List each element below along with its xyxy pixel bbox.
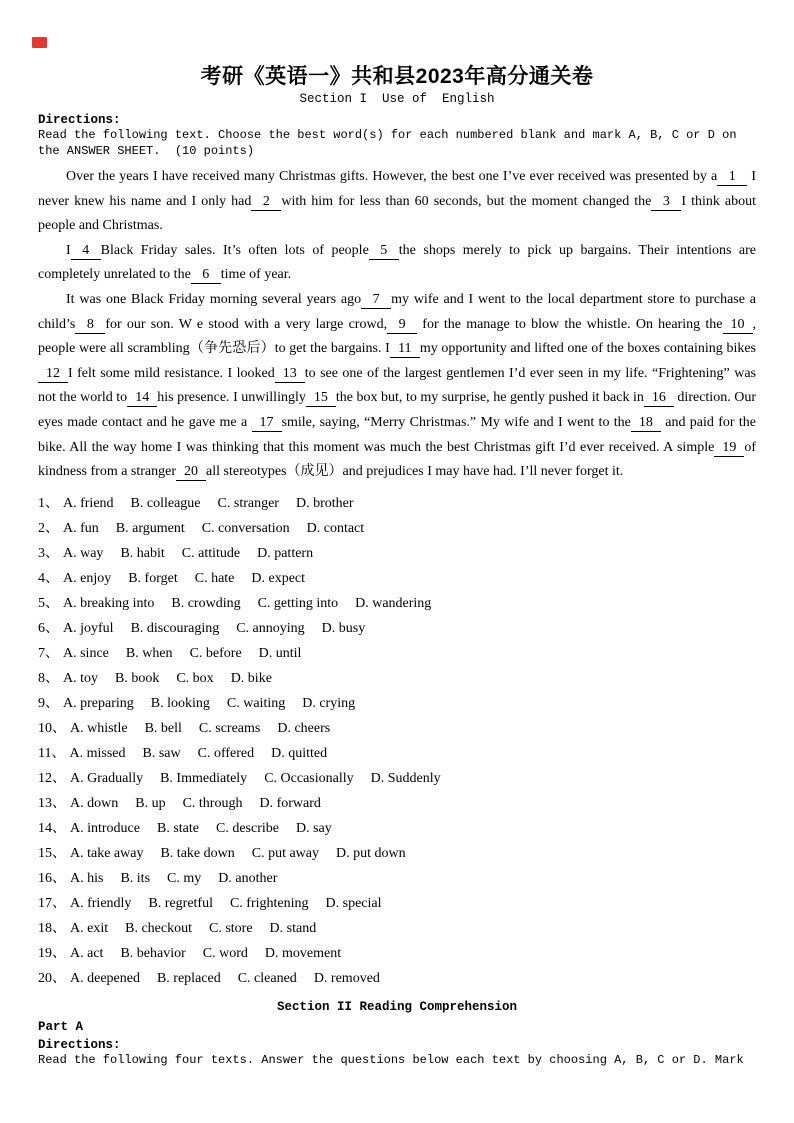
option-C: C. conversation — [201, 520, 290, 536]
option-C: C. store — [208, 920, 253, 936]
question-row — [38, 541, 756, 566]
question-number: 10、 — [38, 720, 66, 736]
blank-10: 10 — [723, 317, 753, 334]
question-row — [38, 716, 756, 741]
option-C: C. waiting — [226, 695, 286, 711]
option-D: D. special — [325, 895, 382, 911]
option-A: A. whistle — [70, 720, 128, 736]
directions-text: Read the following text. Choose the best word(s) for each numbered blank and mark A, B, C or D on the ANSWER SHEET. (10 points) — [38, 128, 744, 158]
option-D: D. Suddenly — [370, 770, 441, 786]
question-number: 3、 — [38, 545, 59, 561]
option-B: B. saw — [142, 745, 181, 761]
option-B: B. bell — [144, 720, 182, 736]
option-B: B. take down — [160, 845, 235, 861]
option-D: D. until — [258, 645, 302, 661]
option-B: B. Immediately — [160, 770, 248, 786]
blank-19: 19 — [714, 440, 744, 457]
question-number: 18、 — [38, 920, 66, 936]
blank-13: 13 — [275, 366, 305, 383]
option-C: C. word — [202, 945, 248, 961]
question-number: 13、 — [38, 795, 66, 811]
option-B: B. behavior — [120, 945, 186, 961]
blank-12: 12 — [38, 366, 68, 383]
question-number: 14、 — [38, 820, 66, 836]
option-D: D. movement — [264, 945, 342, 961]
option-C: C. frightening — [229, 895, 309, 911]
blank-18: 18 — [631, 415, 661, 432]
directions2-text: Read the following four texts. Answer the questions below each text by choosing A, B, C or D. Mark — [38, 1052, 744, 1067]
question-row — [38, 666, 756, 691]
question-row — [38, 916, 756, 941]
question-number: 12、 — [38, 770, 66, 786]
question-number: 16、 — [38, 870, 66, 886]
option-D: D. wandering — [355, 595, 432, 611]
option-A: A. introduce — [70, 820, 140, 836]
option-B: B. state — [156, 820, 199, 836]
question-number: 1、 — [38, 495, 59, 511]
blank-8: 8 — [75, 317, 105, 334]
option-D: D. quitted — [271, 745, 328, 761]
option-C: C. getting into — [257, 595, 339, 611]
option-A: A. take away — [70, 845, 144, 861]
option-A: A. exit — [70, 920, 109, 936]
option-B: B. up — [135, 795, 166, 811]
section1-heading: Section I Use of English — [299, 92, 495, 106]
option-D: D. pattern — [257, 545, 314, 561]
paragraph: It was one Black Friday morning several years ago 7 my wife and I went to the local department store to purchase a child’s 8 for our son. W e stood with a very large crowd, 9 for the manage to blow the whistle. On hearing the 10 , people were all scrambling（争先恐后）to get the bargains. I 11 my opportunity and lifted one of the boxes containing bikes12 I felt some mild resistance. I looked 13 to see one of the largest gentlemen I’d ever seen in my life. “Frightening” was not the world to 14 his presence. I unwillingly 15 the box but, to my surprise, he gently pushed it back in 16 direction. Our eyes made contact and he gave me a 17 smile, saying, “Merry Christmas.” My wife and I went to the 18 and paid for the bike. All the way home I was thinking that this moment was much the best Christmas gift I’d ever received. A simple 19 of kindness from a stranger 20 all stereotypes（成见）and prejudices I may have had. I’ll never forget it. — [38, 291, 757, 480]
option-B: B. its — [120, 870, 151, 886]
option-A: A. way — [63, 545, 104, 561]
option-C: C. Occasionally — [264, 770, 354, 786]
option-D: D. crying — [302, 695, 356, 711]
option-D: D. contact — [306, 520, 365, 536]
option-B: B. replaced — [156, 970, 221, 986]
question-row — [38, 866, 756, 891]
directions2-label: Directions: — [38, 1037, 121, 1052]
blank-20: 20 — [176, 464, 206, 481]
question-row — [38, 616, 756, 641]
option-C: C. my — [167, 870, 202, 886]
question-number: 20、 — [38, 970, 66, 986]
option-C: C. cleaned — [237, 970, 297, 986]
option-D: D. say — [295, 820, 332, 836]
question-number: 5、 — [38, 595, 59, 611]
option-A: A. preparing — [63, 695, 134, 711]
question-row — [38, 816, 756, 841]
section2-heading: Section II Reading Comprehension — [276, 999, 518, 1014]
question-number: 17、 — [38, 895, 66, 911]
question-number: 9、 — [38, 695, 59, 711]
option-C: C. box — [176, 670, 214, 686]
question-row — [38, 766, 756, 791]
option-C: C. hate — [194, 570, 235, 586]
question-number: 2、 — [38, 520, 59, 536]
option-A: A. since — [63, 645, 109, 661]
question-number: 7、 — [38, 645, 59, 661]
option-D: D. forward — [259, 795, 321, 811]
option-C: C. stranger — [217, 495, 279, 511]
option-D: D. another — [218, 870, 278, 886]
option-C: C. put away — [251, 845, 319, 861]
directions-label: Directions: — [38, 113, 121, 127]
option-B: B. discouraging — [130, 620, 220, 636]
option-B: B. forget — [128, 570, 178, 586]
option-A: A. toy — [63, 670, 98, 686]
question-list — [38, 491, 756, 991]
question-row — [38, 966, 756, 991]
option-A: A. enjoy — [63, 570, 112, 586]
passage — [38, 165, 756, 485]
option-B: B. looking — [150, 695, 210, 711]
option-C: C. screams — [198, 720, 261, 736]
paragraph: I 4 Black Friday sales. It’s often lots of people 5 the shops merely to pick up bargains. Their intentions are completely unrelated to the 6 time of year. — [38, 242, 756, 283]
blank-4: 4 — [71, 243, 101, 260]
blank-1: 1 — [717, 169, 747, 186]
question-row — [38, 566, 756, 591]
question-row — [38, 841, 756, 866]
option-D: D. expect — [251, 570, 306, 586]
question-row — [38, 491, 756, 516]
question-row — [38, 641, 756, 666]
blank-5: 5 — [369, 243, 399, 260]
option-B: B. checkout — [125, 920, 192, 936]
question-number: 8、 — [38, 670, 59, 686]
blank-9: 9 — [387, 317, 417, 334]
option-D: D. bike — [230, 670, 272, 686]
option-A: A. friend — [63, 495, 114, 511]
paragraph: Over the years I have received many Christmas gifts. However, the best one I’ve ever received was presented by a 1 I never knew his name and I only had 2 with him for less than 60 seconds, but the moment changed the 3 I think about people and Christmas. — [38, 169, 757, 234]
option-A: A. down — [70, 795, 119, 811]
option-A: A. missed — [69, 745, 126, 761]
blank-17: 17 — [252, 415, 282, 432]
question-row — [38, 891, 756, 916]
blank-16: 16 — [644, 390, 674, 407]
question-row — [38, 741, 756, 766]
option-C: C. describe — [215, 820, 279, 836]
option-B: B. regretful — [148, 895, 213, 911]
question-row — [38, 591, 756, 616]
blank-7: 7 — [361, 292, 391, 309]
red-mark-icon — [32, 37, 47, 48]
option-A: A. friendly — [70, 895, 132, 911]
option-A: A. deepened — [70, 970, 140, 986]
question-row — [38, 791, 756, 816]
option-D: D. brother — [295, 495, 354, 511]
option-A: A. fun — [63, 520, 99, 536]
option-B: B. habit — [120, 545, 165, 561]
option-A: A. Gradually — [70, 770, 144, 786]
question-number: 11、 — [38, 745, 66, 761]
blank-15: 15 — [306, 390, 336, 407]
option-B: B. colleague — [130, 495, 201, 511]
option-B: B. book — [115, 670, 160, 686]
option-A: A. joyful — [63, 620, 114, 636]
option-B: B. crowding — [171, 595, 241, 611]
question-row — [38, 691, 756, 716]
question-number: 19、 — [38, 945, 66, 961]
option-C: C. attitude — [181, 545, 241, 561]
option-B: B. when — [125, 645, 173, 661]
blank-2: 2 — [251, 194, 281, 211]
question-number: 6、 — [38, 620, 59, 636]
question-number: 15、 — [38, 845, 66, 861]
part-a-label: Part A — [38, 1019, 84, 1034]
option-C: C. offered — [197, 745, 255, 761]
option-A: A. his — [70, 870, 104, 886]
blank-11: 11 — [390, 341, 420, 358]
question-number: 4、 — [38, 570, 59, 586]
option-A: A. act — [70, 945, 104, 961]
option-C: C. before — [189, 645, 242, 661]
option-D: D. removed — [313, 970, 380, 986]
blank-14: 14 — [127, 390, 157, 407]
option-C: C. annoying — [236, 620, 305, 636]
option-D: D. put down — [336, 845, 406, 861]
option-C: C. through — [182, 795, 243, 811]
question-row — [38, 516, 756, 541]
question-row — [38, 941, 756, 966]
option-B: B. argument — [115, 520, 185, 536]
option-D: D. cheers — [277, 720, 331, 736]
option-D: D. busy — [321, 620, 366, 636]
option-D: D. stand — [269, 920, 317, 936]
blank-3: 3 — [651, 194, 681, 211]
option-A: A. breaking into — [63, 595, 155, 611]
page-title: 考研《英语一》共和县2023年高分通关卷 — [200, 65, 594, 88]
blank-6: 6 — [191, 267, 221, 284]
